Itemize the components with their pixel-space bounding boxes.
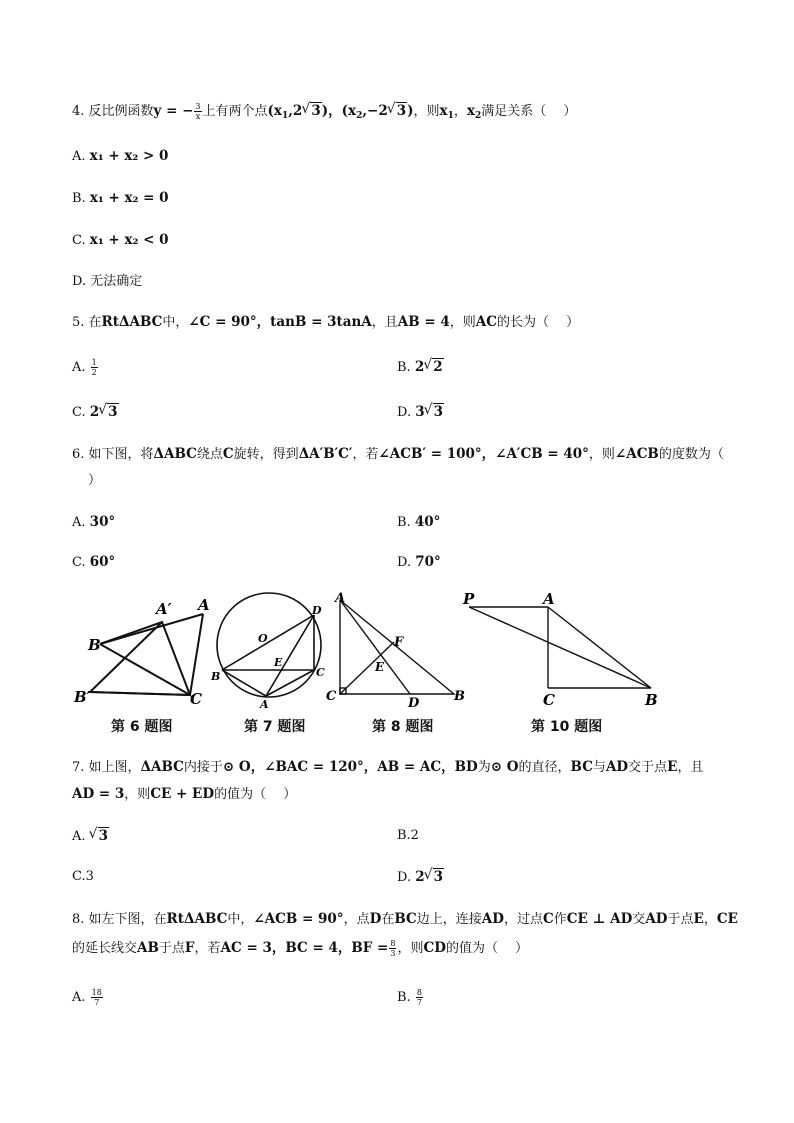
q8-text: ， xyxy=(703,912,717,927)
q5-option-a[interactable] xyxy=(72,358,99,377)
q4-p1-mid: ,2 xyxy=(288,103,303,119)
frac-num: 1 xyxy=(91,358,97,367)
q8-math: AB xyxy=(137,940,159,956)
option-fraction xyxy=(416,988,423,1007)
frac-num: 8 xyxy=(390,939,396,948)
option-label: C. xyxy=(72,405,86,420)
fig6-label: A xyxy=(198,596,210,614)
frac-den: 7 xyxy=(416,998,422,1007)
option-label: B. xyxy=(397,360,411,375)
figure-6-caption: 第 6 题图 xyxy=(111,719,173,735)
fig8-label: A xyxy=(335,591,346,606)
q4-option-a[interactable] xyxy=(72,147,168,166)
fig6-label: C xyxy=(190,690,202,708)
q4-comma: ， xyxy=(453,104,467,119)
option-label: D. xyxy=(397,555,412,570)
option-fraction xyxy=(91,988,103,1007)
q4-option-d[interactable] xyxy=(72,273,142,291)
option-label: C. xyxy=(72,233,86,248)
option-coef: 2 xyxy=(89,404,100,420)
q5-text: 的长为（ ） xyxy=(497,315,580,330)
q4-point2 xyxy=(342,103,414,119)
q6-text: ，则 xyxy=(588,447,615,462)
q8-math: CD xyxy=(423,940,446,956)
q8-math: C xyxy=(542,911,554,927)
q5-option-c[interactable] xyxy=(72,403,119,422)
q6-math: ΔA′B′C′ xyxy=(298,446,353,462)
frac-den: 3 xyxy=(390,949,396,958)
option-fraction xyxy=(91,358,98,377)
option-label: B. xyxy=(397,990,411,1005)
option-text: 60° xyxy=(89,554,116,570)
figure-10 xyxy=(455,588,665,708)
q8-text: 于点 xyxy=(667,912,694,927)
q8-math: CE xyxy=(716,911,738,927)
q8-text: ，点 xyxy=(343,912,370,927)
q8-text: 于点 xyxy=(158,941,185,956)
q8-math: AD xyxy=(645,911,668,927)
sqrt-symbol xyxy=(99,403,118,421)
option-label: A. xyxy=(72,515,86,530)
q4-x2: x xyxy=(466,103,475,119)
fig8-label: E xyxy=(375,660,385,674)
q8-stem-line2 xyxy=(72,939,528,958)
q7-math: E xyxy=(667,759,678,775)
q4-p1-sub: 1 xyxy=(281,111,289,121)
fig7-label: E xyxy=(274,656,283,669)
q4-p2-open: (x xyxy=(341,103,357,119)
fig6-line-ba xyxy=(100,614,203,644)
q8-text: ，若 xyxy=(194,941,221,956)
sqrt-symbol xyxy=(302,102,321,120)
q6-text: 的度数为（ xyxy=(658,447,724,462)
sqrt-symbol xyxy=(424,358,443,376)
option-coef: 3 xyxy=(415,404,425,420)
q5-stem xyxy=(72,313,579,332)
sqrt-symbol xyxy=(388,102,407,120)
q8-text: 的值为（ ） xyxy=(445,941,529,956)
fig8-line-cf xyxy=(340,642,394,694)
option-rad: 3 xyxy=(98,828,109,844)
option-rad: 3 xyxy=(433,404,444,420)
q4-text: ，则 xyxy=(413,104,440,119)
fig8-label: F xyxy=(394,635,404,650)
q8-text: 交 xyxy=(632,912,646,927)
fig6-label: B xyxy=(88,636,101,654)
q6-text: 绕点 xyxy=(196,447,223,462)
fig10-label: B xyxy=(645,691,658,708)
q8-text: 在 xyxy=(381,912,395,927)
q8-math: F xyxy=(184,940,195,956)
q8-bf-fraction xyxy=(389,939,396,958)
q7-text: 为 xyxy=(477,760,491,775)
q7-option-a[interactable] xyxy=(72,827,109,846)
q6-text: ，若 xyxy=(352,447,379,462)
q7-text: 交于点 xyxy=(628,760,668,775)
q4-math: y = − xyxy=(153,103,194,119)
q4-frac-den: x xyxy=(195,112,201,121)
frac-num: 8 xyxy=(416,988,422,997)
q4-x2-sub: 2 xyxy=(474,111,482,121)
q8-math: BC xyxy=(394,911,417,927)
option-label: D. xyxy=(72,274,87,289)
q5-text: ，则 xyxy=(449,315,476,330)
q7-option-d[interactable] xyxy=(397,868,444,887)
frac-num: 18 xyxy=(91,988,102,997)
q7-text: ，且 xyxy=(677,760,704,775)
fig7-label: B xyxy=(211,670,221,683)
q8-text: 边上，连接 xyxy=(416,912,482,927)
fig10-line-pb xyxy=(469,607,651,688)
q7-text: 的值为（ ） xyxy=(214,787,297,802)
q8-math: CE ⊥ AD xyxy=(566,911,633,927)
option-label: B. xyxy=(397,515,411,530)
q7-text: ，则 xyxy=(124,787,151,802)
frac-den: 2 xyxy=(91,368,97,377)
q5-text: 5. 在 xyxy=(72,315,102,330)
q7-math: ΔABC xyxy=(140,759,184,775)
fig6-triangle-abc-prime xyxy=(100,622,190,695)
q7-option-c[interactable]: C.3 xyxy=(72,869,94,884)
q4-option-b[interactable] xyxy=(72,189,169,208)
q7-text: 7. 如上图， xyxy=(72,760,141,775)
q4-text: 上有两个点 xyxy=(202,104,268,119)
q5-math: RtΔABC xyxy=(101,314,163,330)
option-label: B. xyxy=(72,191,86,206)
sqrt-symbol xyxy=(425,868,444,886)
fig10-line-ab xyxy=(548,607,651,688)
q8-text: ，过点 xyxy=(503,912,543,927)
q6-option-c[interactable] xyxy=(72,553,115,572)
q4-text: 4. 反比例函数 xyxy=(72,104,154,119)
q4-x1: x xyxy=(439,103,448,119)
q4-p1-open: (x xyxy=(267,103,282,119)
q8-math: ∠ACB = 90° xyxy=(253,911,344,927)
q4-p1-rad: 3 xyxy=(311,103,321,119)
fig10-label: C xyxy=(543,691,555,708)
fig6-label: A′ xyxy=(156,600,172,618)
option-label: D. xyxy=(397,405,412,420)
fig6-label: B′ xyxy=(74,688,91,706)
q7-math: BC xyxy=(570,759,593,775)
option-text: 70° xyxy=(415,554,441,570)
q8-text: 8. 如左下图，在 xyxy=(72,912,167,927)
q7-text: 与 xyxy=(592,760,606,775)
q4-point1 xyxy=(268,103,342,119)
q4-x1-sub: 1 xyxy=(447,111,454,121)
q7-text: 的直径， xyxy=(518,760,571,775)
q8-math: RtΔABC xyxy=(166,911,228,927)
q5-text: ，且 xyxy=(371,315,398,330)
sqrt-symbol xyxy=(90,827,109,845)
option-coef: 2 xyxy=(414,359,425,375)
option-label: A. xyxy=(72,360,86,375)
fig8-label: B xyxy=(454,689,465,704)
fig8-label: D xyxy=(408,696,420,710)
option-coef: 2 xyxy=(415,869,425,885)
option-rad: 2 xyxy=(433,359,443,375)
q4-p2-mid: ,−2 xyxy=(362,103,388,119)
option-text: x₁ + x₂ < 0 xyxy=(89,232,169,248)
q7-math: AD = 3 xyxy=(72,786,125,802)
q8-math: D xyxy=(369,911,382,927)
fig7-chord-ba xyxy=(222,670,266,696)
q6-text: 6. 如下图，将 xyxy=(72,447,154,462)
q4-p2-close: ) xyxy=(407,103,414,119)
sqrt-symbol xyxy=(425,403,444,421)
fig7-diameter-bd xyxy=(222,615,314,670)
q7-math: AD xyxy=(605,759,629,775)
option-label: A. xyxy=(72,829,86,844)
fig8-label: C xyxy=(326,689,337,704)
fig7-label: O xyxy=(258,632,268,645)
q6-math: ∠ACB′ = 100°，∠A′CB = 40° xyxy=(378,446,589,462)
q4-p2-sub: 2 xyxy=(356,111,363,121)
q6-stem xyxy=(72,445,724,464)
q7-stem-line2 xyxy=(72,785,296,804)
q6-math: ∠ACB xyxy=(614,446,659,462)
figure-10-caption: 第 10 题图 xyxy=(531,719,603,735)
q4-p1-close: )， xyxy=(321,103,342,119)
q8-text: 中， xyxy=(227,912,254,927)
fig7-label: C xyxy=(316,666,325,679)
q7-math: ⊙ O，∠BAC = 120°，AB = AC，BD xyxy=(222,759,478,775)
fig7-label: D xyxy=(312,604,322,617)
q6-option-b[interactable] xyxy=(397,513,440,532)
q6-math: C xyxy=(222,446,234,462)
q5-math: AC xyxy=(475,314,498,330)
q4-fraction xyxy=(194,102,201,121)
option-rad: 3 xyxy=(433,869,444,885)
q8-math: E xyxy=(693,911,704,927)
fig10-label: P xyxy=(463,590,475,608)
q5-math: AB = 4 xyxy=(397,314,450,330)
q8-option-a[interactable] xyxy=(72,988,104,1007)
option-text: 30° xyxy=(89,514,116,530)
q5-option-b[interactable] xyxy=(397,358,444,377)
q6-stem-line2: ） xyxy=(88,473,102,488)
q8-option-b[interactable] xyxy=(397,988,424,1007)
q4-option-c[interactable] xyxy=(72,231,169,250)
figure-6 xyxy=(70,592,215,712)
q8-stem xyxy=(72,910,738,929)
q8-text: ，则 xyxy=(397,941,424,956)
option-label: A. xyxy=(72,990,86,1005)
q5-text: 中， xyxy=(162,315,189,330)
q4-stem xyxy=(72,102,576,125)
option-label: A. xyxy=(72,149,86,164)
option-text: x₁ + x₂ = 0 xyxy=(89,190,169,206)
option-text: 无法确定 xyxy=(90,274,143,289)
q8-math: AC = 3，BC = 4，BF = xyxy=(220,940,389,956)
q7-stem xyxy=(72,758,703,777)
q6-option-a[interactable] xyxy=(72,513,115,532)
q4-p2-rad: 3 xyxy=(396,103,407,119)
q7-text: 内接于 xyxy=(183,760,223,775)
q7-option-b[interactable]: B.2 xyxy=(397,828,419,843)
q7-math: ⊙ O xyxy=(490,759,519,775)
q5-option-d[interactable] xyxy=(397,403,444,422)
q6-math: ΔABC xyxy=(153,446,197,462)
q4-frac-num: 3 xyxy=(195,102,201,111)
q4-text: 满足关系（ ） xyxy=(481,104,577,119)
fig6-line-bc xyxy=(90,692,190,695)
q7-math: CE + ED xyxy=(150,786,215,802)
option-text: x₁ + x₂ > 0 xyxy=(89,148,169,164)
frac-den: 7 xyxy=(94,998,100,1007)
option-text: 40° xyxy=(414,514,441,530)
figure-8 xyxy=(322,590,467,710)
q8-text: 作 xyxy=(553,912,567,927)
option-label: C. xyxy=(72,555,86,570)
option-rad: 3 xyxy=(108,404,118,420)
option-label: D. xyxy=(397,870,412,885)
figure-7 xyxy=(208,590,333,710)
figure-8-caption: 第 8 题图 xyxy=(372,719,434,735)
q8-text: 的延长线交 xyxy=(72,941,138,956)
q5-math: ∠C = 90°，tanB = 3tanA xyxy=(188,314,372,330)
q6-text: 旋转，得到 xyxy=(233,447,299,462)
q6-option-d[interactable] xyxy=(397,553,441,572)
fig7-label: A xyxy=(260,698,269,710)
fig10-label: A xyxy=(543,590,555,608)
figure-7-caption: 第 7 题图 xyxy=(244,719,306,735)
q8-math: AD xyxy=(481,911,504,927)
fig7-circle xyxy=(217,593,321,697)
